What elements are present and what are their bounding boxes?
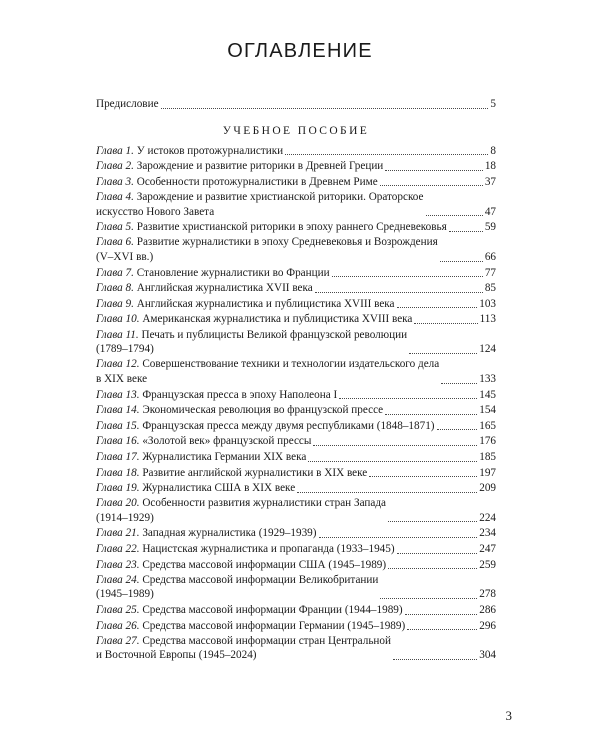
chapter-number: Глава 21. [96,527,140,540]
chapter-page: 59 [484,221,496,234]
toc-entry [96,189,496,219]
chapter-number: Глава 13. [96,388,140,401]
dot-leader [369,466,477,477]
toc-entry [96,525,496,541]
chapter-title [96,328,407,357]
toc-entry [96,496,496,526]
chapter-title [96,144,283,159]
dot-leader [388,511,477,522]
chapter-number: Глава 16. [96,435,140,448]
dot-leader [441,373,477,384]
chapter-title-line: Средства массовой информации США (1945–1989) [142,558,387,571]
chapter-page: 37 [484,175,496,188]
section-heading: УЧЕБНОЕ ПОСОБИЕ [222,124,370,137]
chapter-number: Глава 18. [96,466,140,479]
dot-leader [319,527,478,538]
chapter-title-continuation: (1789–1794) [96,343,154,356]
dot-leader [388,558,477,569]
chapter-title [96,542,395,557]
chapter-title-line: Развитие английской журналистики в XIX веке [142,466,368,479]
chapter-page: 296 [479,619,496,632]
chapter-title [96,466,367,481]
chapter-page: 47 [484,205,496,218]
chapter-number: Глава 20. [96,497,140,510]
chapter-number: Глава 27. [96,634,140,647]
chapter-title [96,450,306,465]
dot-leader [414,313,477,324]
chapter-title [96,388,337,403]
dot-leader [385,160,483,171]
toc-entry [96,158,496,174]
chapter-title [96,634,391,663]
chapter-title-continuation: (1914–1929) [96,511,154,524]
chapter-number: Глава 23. [96,558,140,571]
chapter-page: 165 [479,419,496,432]
chapter-page: 224 [479,511,496,524]
chapter-page: 197 [479,466,496,479]
chapter-number: Глава 11. [96,328,139,341]
chapter-title [96,297,395,312]
chapter-page: 103 [479,297,496,310]
toc-entry [96,219,496,235]
chapter-number: Глава 14. [96,404,140,417]
chapter-number: Глава 6. [96,236,134,249]
toc-entry [96,402,496,418]
chapter-number: Глава 17. [96,450,140,463]
chapter-title-line: Западная журналистика (1929–1939) [142,527,317,540]
chapter-title [96,573,378,602]
toc-entry [96,296,496,312]
dot-leader [397,297,478,308]
toc-entry [96,280,496,296]
toc-entry [96,557,496,573]
chapter-title-line: Английская журналистика и публицистика XVIII века [136,297,395,310]
dot-leader [397,543,478,554]
table-of-contents [96,96,496,663]
chapter-number: Глава 26. [96,619,140,632]
chapter-title [96,357,439,386]
chapter-number: Глава 24. [96,573,140,586]
chapter-title-line: Средства массовой информации стран Центральной [142,634,391,647]
chapter-page: 278 [479,588,496,601]
chapter-page: 304 [479,649,496,662]
dot-leader [297,482,477,493]
chapter-number: Глава 12. [96,358,140,371]
chapter-title-line: Средства массовой информации Франции (1944–1989) [142,604,403,617]
chapter-title [96,159,383,174]
chapter-title [96,481,295,496]
chapter-title-continuation: (1945–1989) [96,588,154,601]
chapter-title [96,603,403,618]
chapter-title-line: Журналистика США в XIX веке [142,482,296,495]
chapter-title-line: Экономическая революция во французской прессе [142,404,384,417]
dot-leader [405,604,478,615]
dot-leader [308,451,477,462]
chapter-page: 247 [479,543,496,556]
dot-leader [409,343,477,354]
chapter-title [96,266,330,281]
chapter-number: Глава 10. [96,313,140,326]
chapter-title-line: Развитие христианской риторики в эпоху раннего Средневековья [136,221,447,234]
chapter-title [96,220,447,235]
chapter-number: Глава 22. [96,543,140,556]
chapter-title-line: Зарождение и развитие христианской риторики. Ораторское [136,190,424,203]
chapter-page: 234 [479,527,496,540]
chapter-page: 85 [484,282,496,295]
chapter-title-line: Американская журналистика и публицистика XVIII века [142,313,413,326]
toc-entry [96,602,496,618]
chapter-title [96,619,405,634]
chapter-title-continuation: (V–XVI вв.) [96,250,154,263]
dot-leader [313,435,477,446]
chapter-title-line: Средства массовой информации Великобритании [142,573,379,586]
dot-leader [437,419,478,430]
chapter-number: Глава 25. [96,604,140,617]
chapter-title-line: Нацистская журналистика и пропаганда (1933–1945) [142,543,395,556]
dot-leader [426,205,483,216]
chapter-title-line: Французская пресса в эпоху Наполеона I [142,388,338,401]
page-number: 3 [505,708,512,723]
chapter-title-line: Печать и публицисты Великой французской революции [141,328,408,341]
chapter-title-line: Совершенствование техники и технологии издательского дела [142,358,440,371]
toc-entry [96,465,496,481]
chapter-title-line: Развитие журналистики в эпоху Средневековья и Возрождения [136,236,438,249]
toc-entry [96,633,496,663]
chapter-title-line: Английская журналистика XVII века [136,282,313,295]
dot-leader [332,266,483,277]
chapter-title-line: Французская пресса между двумя республиками (1848–1871) [142,419,435,432]
dot-leader [380,175,483,186]
dot-leader [339,388,477,399]
chapter-title-continuation: и Восточной Европы (1945–2024) [96,649,257,662]
chapter-page: 185 [479,450,496,463]
chapter-page: 124 [479,343,496,356]
chapter-title [96,434,311,449]
chapter-page: 154 [479,404,496,417]
page-title: ОГЛАВЛЕНИЕ [227,40,373,62]
toc-entry [96,433,496,449]
chapter-title [96,281,313,296]
chapter-page: 66 [484,250,496,263]
dot-leader [407,619,477,630]
chapter-number: Глава 19. [96,482,140,495]
chapter-page: 113 [479,313,496,326]
chapter-title-line: Зарождение и развитие риторики в Древней Греции [136,160,384,173]
chapter-page: 8 [490,144,496,157]
chapter-title-continuation: искусство Нового Завета [96,205,215,218]
toc-entry [96,143,496,159]
chapter-number: Глава 8. [96,282,134,295]
dot-leader [380,588,477,599]
chapter-title [96,403,383,418]
chapter-page: 77 [484,266,496,279]
toc-entry [96,311,496,327]
toc-entry [96,235,496,265]
toc-entry [96,541,496,557]
chapter-page: 133 [479,372,496,385]
chapter-page: 176 [479,435,496,448]
chapter-title-line: Особенности протожурналистики в Древнем Риме [136,175,378,188]
dot-leader [385,404,477,415]
chapter-title [96,190,424,219]
toc-entry [96,265,496,281]
toc-entry [96,418,496,434]
toc-entry [96,572,496,602]
toc-entry [96,480,496,496]
chapter-title [96,419,435,434]
chapter-title-line: Средства массовой информации Германии (1945–1989) [142,619,406,632]
chapter-title-line: Журналистика Германии XIX века [142,450,307,463]
chapter-number: Глава 1. [96,144,134,157]
chapter-number: Глава 7. [96,266,134,279]
dot-leader [285,144,488,155]
toc-entry [96,174,496,190]
chapter-title-line: У истоков протожурналистики [136,144,284,157]
chapter-title [96,235,438,264]
chapter-page: 259 [479,558,496,571]
chapter-page: 145 [479,388,496,401]
dot-leader [315,282,483,293]
preface-page: 5 [490,98,496,110]
dot-leader [449,221,483,232]
toc-entry [96,618,496,634]
chapter-number: Глава 3. [96,175,134,188]
chapter-page: 286 [479,604,496,617]
chapter-title-continuation: в XIX веке [96,372,148,385]
chapter-list [96,143,496,663]
chapter-title [96,558,386,573]
toc-entry [96,387,496,403]
toc-entry [96,357,496,387]
chapter-page: 18 [484,160,496,173]
toc-preface [96,96,496,112]
chapter-number: Глава 9. [96,297,134,310]
chapter-title [96,175,378,190]
dot-leader [440,251,483,262]
chapter-number: Глава 2. [96,160,134,173]
preface-label: Предисловие [96,98,159,110]
dot-leader [161,98,489,109]
chapter-title-line: Становление журналистики во Франции [136,266,330,279]
chapter-title [96,526,317,541]
chapter-number: Глава 4. [96,190,134,203]
toc-entry [96,327,496,357]
chapter-number: Глава 15. [96,419,140,432]
chapter-title [96,496,386,525]
chapter-title [96,312,412,327]
chapter-title-line: «Золотой век» французской прессы [142,435,312,448]
toc-entry [96,449,496,465]
chapter-title-line: Особенности развития журналистики стран Запада [142,497,386,510]
chapter-page: 209 [479,482,496,495]
dot-leader [393,649,477,660]
chapter-number: Глава 5. [96,221,134,234]
